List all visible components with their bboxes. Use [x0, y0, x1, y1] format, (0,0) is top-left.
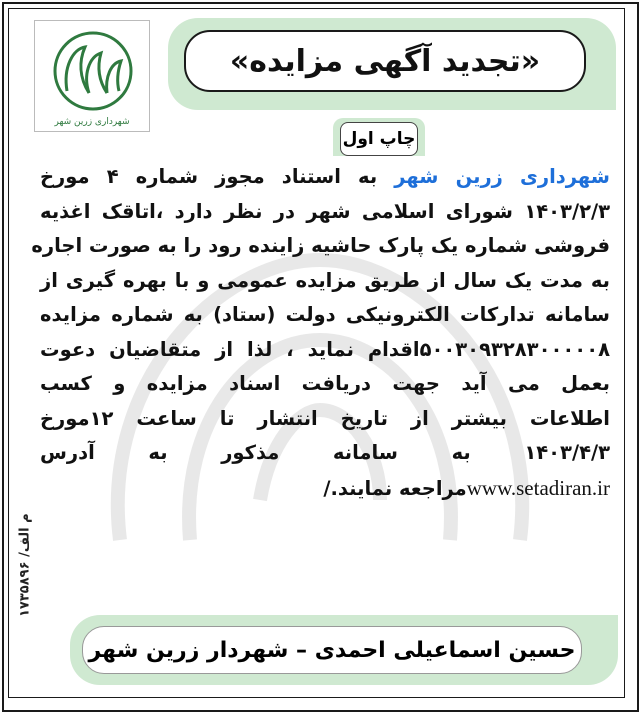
setadiran-url: www.setadiran.ir	[466, 475, 610, 500]
print-edition-label: چاپ اول	[340, 122, 418, 156]
notice-body	[31, 160, 610, 506]
logo-caption: شهرداری زرین شهر	[54, 117, 130, 127]
signature-line: حسین اسماعیلی احمدی – شهردار زرین شهر	[82, 626, 582, 674]
body-line-9: ۱۴۰۳/۴/۳ به سامانه مذکور به آدرس	[40, 441, 610, 464]
body-line-3: فروشی شماره یک پارک حاشیه زاینده رود را به صورت اجاره	[31, 234, 610, 257]
body-line-4: به مدت یک سال از طریق مزایده عمومی و با بهره گیری از	[40, 268, 610, 292]
municipality-name: شهرداری زرین شهر	[394, 165, 610, 188]
body-line-6: ۵۰۰۳۰۹۳۲۸۳۰۰۰۰۰۸اقدام نماید ، لذا از متقاضیان دعوت	[40, 337, 610, 361]
body-line-8: اطلاعات بیشتر از تاریخ انتشار تا ساعت ۱۲مورخ	[40, 406, 610, 430]
body-line-2: ۱۴۰۳/۲/۳ شورای اسلامی شهر در نظر دارد ،اتاقک اغذیه	[40, 199, 610, 223]
body-line-5: سامانه تدارکات الکترونیکی دولت (ستاد) به شماره مزایده	[40, 303, 610, 326]
side-reference-code: م الف/ ۱۷۳۵۸۹۶	[17, 513, 33, 617]
municipality-logo	[34, 20, 150, 132]
body-line-7: بعمل می آید جهت دریافت اسناد مزایده و کسب	[40, 372, 610, 395]
body-line-10: www.setadiran.irمراجعه نمایند./	[323, 475, 610, 500]
logo-emblem-icon	[49, 27, 137, 115]
notice-title: «تجدید آگهی مزایده»	[184, 30, 586, 92]
body-line-1: شهرداری زرین شهر به استناد مجوز شماره ۴ مورخ	[40, 165, 610, 188]
